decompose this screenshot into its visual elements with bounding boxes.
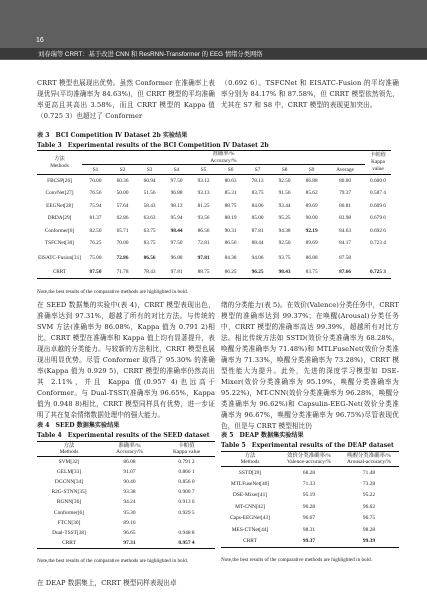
table3-method-cn: 方法: [54, 155, 65, 162]
table3-value-cell: 60.36: [116, 178, 129, 184]
paragraph-text: CRRT 模型也展现出优势。虽然 Conformer 在准确率上表现优异(平均准确率为 84.63%)，但 CRRT 模型的平均准确率更高且其高出 3.58%，而且 CRRT 模型的 Kappa 值（0.725 3）也超过了 Conformer: [37, 79, 215, 120]
table3-kappa-cell: 0.679 6: [370, 215, 386, 222]
left-paragraph-bottom: [37, 578, 215, 589]
table3-value-cell: 60.94: [143, 178, 156, 184]
table3-value-cell: 75.94: [89, 202, 102, 209]
left-paragraph-mid: [37, 300, 215, 421]
table3-value-cell: 80.81: [339, 202, 352, 209]
table3-value-cell: 86.56: [224, 240, 237, 247]
table4-kappa-en: Kappa value: [172, 449, 201, 455]
table3-value-cell: 93.13: [197, 190, 210, 197]
table4-kappa-cell: 0.929 5: [178, 509, 195, 516]
running-title-bar: [0, 48, 427, 59]
page-number: 16: [36, 37, 44, 44]
table3-value-cell: 95.25: [278, 215, 291, 222]
table5-method-cell: MT-CNN[42]: [235, 503, 265, 510]
table3-value-cell: 88.75: [224, 202, 237, 209]
table4-method-cn: 方法: [63, 442, 75, 449]
table3-value-cell: 76.25: [89, 240, 102, 247]
table3-value-cell: 82.50: [89, 227, 102, 234]
table4-caption-cn: 表 4 SEED 数据集实验结果: [37, 422, 120, 429]
table3-value-cell: 89.69: [305, 202, 318, 209]
table3-column-header: S3: [136, 165, 163, 175]
table-row: [37, 477, 215, 487]
table3-kappa-cell: 0.692 6: [370, 227, 386, 234]
table-row: [37, 212, 391, 225]
table4-kappa-cell: 0.913 6: [178, 499, 195, 506]
table5-method-cell: CRRT: [243, 538, 257, 544]
right-paragraph-top: [221, 78, 399, 111]
table3-value-cell: 70.00: [116, 240, 129, 247]
table5-aro-cell: 95.22: [362, 492, 376, 499]
table3-value-cell: 94.38: [278, 227, 291, 234]
right-paragraph-mid: [221, 300, 399, 430]
table3-value-cell: 75.00: [89, 254, 102, 261]
table3-kappa-cell: 0.600 0: [370, 178, 386, 184]
table3: [37, 150, 391, 279]
table3-value-cell: 78.43: [143, 268, 156, 275]
table3-value-cell: 71.78: [116, 268, 129, 275]
table3-value-cell: 78.13: [251, 178, 264, 184]
table3-value-cell: 88.75: [197, 268, 210, 275]
table3-value-cell: 90.00: [305, 215, 318, 222]
table4-kappa-cn: 卡帕值: [178, 442, 195, 449]
table5: [221, 451, 399, 548]
table3-value-cell: 63.75: [143, 227, 156, 234]
paragraph-text: （0.692 6）。TSFCNet 和 EISATC-Fusion 的平均准确率分别为 84.17% 和 87.58%，但 CRRT 模型依然领先，尤其在 S7 和 S8 中，CRRT 模型的表现更加突出。: [221, 79, 399, 109]
table3-value-cell: 92.50: [278, 178, 291, 184]
table5-val-cell: 95.19: [302, 492, 316, 499]
table4-acc-cell: 91.07: [123, 468, 136, 475]
table-row: [221, 513, 399, 525]
table3-value-cell: 58.43: [143, 202, 156, 209]
table3-kappa-en: Kappa value: [371, 159, 385, 172]
table4-kappa-cell: 0.948 8: [178, 529, 195, 536]
table4-method-cell: Conformer[6]: [54, 509, 84, 516]
table3-value-cell: 51.56: [143, 190, 156, 197]
table5-aro-cn: 唤醒分类准确率/%: [347, 452, 391, 459]
table4-acc-cell: 86.08: [123, 458, 136, 465]
table3-value-cell: 93.44: [278, 202, 291, 209]
table5-method-cell: SSTD[39]: [238, 469, 262, 476]
table3-value-cell: 96.88: [170, 190, 183, 197]
table-row: [221, 536, 399, 548]
paragraph-text: 绪的分类能力(表 5)。在效价(Valence)分类任务中，CRRT 模型的准确率达到 99.37%；在唤醒(Arousal)分类任务中，CRRT 模型的准确率高达 99.39%，超越所有对比方法。相比传统方法如 SSTD(效价分类准确率为 68.28%，唤醒分类准确率为 71.48%)和 MTLFuseNet(效价分类准确率为 71.33%，唤醒分类准确率为 73.28%)，CRRT 模型性能大为提升。此外，先进的深度学习模型如 DSE-Mixer(效价分类准确率为 95.19%，唤醒分类准确率为 95.22%)，MT-CNN(效价分类准确率为 96.28%，唤醒分类准确率为 96.62%)和 Capsulin-EEG-Net(效价分类准确率为 96.67%，唤醒分类准确率为 96.75%)尽管表现优色，但是与 CRRT 模型相比仍: [221, 301, 399, 430]
table4-method-cell: CRRT: [62, 539, 76, 546]
table4-acc-cell: 95.30: [123, 509, 136, 516]
table3-value-cell: 97.50: [170, 178, 183, 184]
table3-value-cell: 72.86: [116, 254, 129, 261]
table4-method-cell: GELM[33]: [56, 468, 82, 475]
table3-value-cell: 50.00: [116, 190, 129, 197]
table3-method-cell: ConvNet[27]: [45, 190, 74, 197]
table4-acc-cn: 准确率/%: [118, 442, 141, 449]
running-title: 刘春瑞等 CRRT：基于改进 CNN 和 ResRNN-Transformer 的 EEG 情绪分类网络: [38, 51, 263, 58]
table3-value-cell: 84.17: [339, 240, 352, 247]
table-row: [37, 528, 215, 538]
table5-caption-cn: 表 5 DEAP 数据集实验结果: [221, 432, 304, 439]
table3-value-cell: 57.64: [116, 202, 129, 209]
table4-method-cell: FTCN[30]: [57, 519, 81, 526]
table5-val-cell: 96.28: [302, 503, 316, 510]
table4-kappa-cell: 0.791 2: [178, 458, 195, 465]
table3-value-cell: 93.56: [197, 215, 210, 222]
table-row: [221, 524, 399, 536]
paragraph-text: 在 DEAP 数据集上，CRRT 模型同样表现出卓: [37, 579, 177, 587]
table3-value-cell: 86.88: [305, 254, 318, 261]
table3-value-cell: 86.56: [197, 227, 210, 234]
table3-column-header: S8: [271, 165, 298, 175]
table3-value-cell: 85.31: [224, 190, 237, 197]
table-row: [37, 518, 215, 528]
table4-acc-en: Accuracy/%: [116, 449, 143, 455]
table5-method-cell: MES-CTNet[44]: [231, 526, 269, 533]
table-row: [221, 467, 399, 479]
table3-caption-en: Table 3 Experimental results of the BCI Competition Ⅳ Dataset 2b: [37, 142, 269, 149]
table3-value-cell: 92.50: [278, 240, 291, 247]
table3-kappa-cell: 0.723 4: [370, 240, 386, 247]
table3-value-cell: 98.13: [170, 202, 183, 209]
table4-acc-cell: 97.31: [123, 539, 136, 546]
table4-caption-en: Table 4 Experimental results of the SEED dataset: [37, 432, 210, 439]
table-row: [37, 187, 391, 200]
table3-value-cell: 65.71: [116, 227, 129, 234]
table4-acc-cell: 96.65: [123, 529, 136, 536]
table3-method-cell: FBCSP[26]: [47, 178, 72, 184]
table3-method-cell: TSFCNet[30]: [44, 240, 75, 247]
table5-aro-cell: 96.62: [362, 503, 376, 510]
table3-value-cell: 63.63: [143, 215, 156, 222]
table3-method-cell: EISATC-Fusion[31]: [38, 254, 81, 261]
table3-caption-cn: 表 3 BCI Competition Ⅳ Dataset 2b 实验结果: [37, 132, 188, 139]
table4-method-cell: R2G-STNN[35]: [51, 489, 87, 496]
table3-method-cell: CRRT: [52, 268, 67, 275]
table3-value-cell: 83.75: [143, 240, 156, 247]
table3-kappa-cell: 0.725 3: [370, 268, 386, 275]
table5-method-cell: Caps-EEGNet[43]: [230, 515, 270, 522]
table3-value-cell: 92.19: [305, 227, 318, 234]
left-paragraph-top: [37, 78, 215, 122]
table3-value-cell: 81.25: [197, 202, 210, 209]
table3-column-header: S1: [82, 165, 109, 175]
table-row: [37, 487, 215, 497]
table3-method-cell: DRDA[29]: [47, 215, 72, 222]
table-row: [37, 467, 215, 477]
table3-value-cell: 84.63: [339, 227, 352, 234]
table3-acc-cn: 准确率/%: [212, 151, 235, 157]
table3-value-cell: 90.31: [224, 227, 237, 234]
table3-value-cell: 89.69: [305, 240, 318, 247]
table3-value-cell: 83.98: [339, 215, 352, 222]
table-row: [221, 490, 399, 502]
table3-value-cell: 83.75: [305, 268, 318, 275]
table4-method-cell: SVM[32]: [58, 458, 80, 465]
table3-value-cell: 72.81: [197, 240, 210, 247]
table5-val-cell: 96.67: [302, 515, 316, 522]
table3-value-cell: 93.12: [197, 178, 210, 184]
table3-value-cell: 86.25: [224, 268, 237, 275]
table3-value-cell: 85.62: [305, 190, 318, 197]
table5-val-cn: 效价分类准确率/%: [287, 452, 331, 459]
table3-value-cell: 80.00: [339, 178, 352, 184]
table5-val-cell: 71.33: [302, 480, 316, 487]
table4-kappa-cell: 0.900 7: [178, 489, 195, 496]
table-row: [37, 457, 215, 467]
table3-note: Note,the best results of the comparative methods are highlighted in bold.: [37, 289, 188, 295]
table3-column-header: S4: [163, 165, 190, 175]
table3-value-cell: 87.50: [89, 268, 102, 275]
table3-acc-en: Accuracy/%: [210, 157, 237, 164]
table4-method-cell: RGNN[36]: [56, 499, 82, 506]
table-row: [221, 501, 399, 513]
table4-note: Note,the best results of the comparative methods are highlighted in bold.: [37, 558, 188, 564]
table5-aro-cell: 98.28: [362, 526, 376, 533]
table-row: [37, 250, 391, 266]
table3-value-cell: 87.58: [339, 254, 352, 261]
table3-value-cell: 88.19: [224, 215, 237, 222]
table4-acc-cell: 94.24: [123, 499, 136, 506]
table4-acc-cell: 90.40: [123, 478, 136, 485]
table3-value-cell: 79.37: [339, 190, 352, 197]
table3-method-cell: Conformer[6]: [44, 227, 75, 234]
table5-val-en: Valence-accuracy/%: [287, 459, 331, 465]
table3-value-cell: 97.81: [170, 268, 183, 275]
table4-acc-cell: 89.16: [123, 519, 136, 526]
table3-value-cell: 86.56: [143, 254, 156, 261]
table3-value-cell: 97.81: [197, 254, 210, 261]
table3-value-cell: 98.43: [278, 268, 291, 275]
table3-method-cell: EEGNet[28]: [46, 202, 73, 209]
table4-kappa-cell: 0.866 1: [178, 468, 195, 475]
table3-column-header: S9: [298, 165, 325, 175]
table3-column-header: S7: [244, 165, 271, 175]
table3-value-cell: 95.94: [170, 215, 183, 222]
table3-value-cell: 80.63: [224, 178, 237, 184]
table4-kappa-cell: 0.957 4: [178, 539, 195, 546]
table3-value-cell: 87.66: [339, 268, 352, 275]
table3-value-cell: 91.56: [278, 190, 291, 197]
table-row: [37, 175, 391, 188]
table4: [37, 441, 215, 549]
table4-method-cell: Dual-TSST[38]: [52, 529, 86, 536]
table3-value-cell: 88.44: [251, 240, 264, 247]
table3-value-cell: 70.00: [89, 178, 102, 184]
table4-acc-cell: 93.38: [123, 489, 136, 496]
table3-kappa-cell: 0.609 6: [370, 202, 386, 209]
table4-method-cell: DGCNN[34]: [54, 478, 84, 485]
table3-value-cell: 85.00: [251, 215, 264, 222]
table3-value-cell: 62.86: [116, 215, 129, 222]
table5-aro-cell: 96.75: [362, 515, 376, 522]
table4-kappa-cell: [158, 518, 215, 528]
table4-method-en: Methods: [59, 449, 79, 455]
table3-value-cell: 76.56: [89, 190, 102, 197]
table-row: [37, 225, 391, 238]
table3-value-cell: 87.81: [251, 227, 264, 234]
table5-method-cell: DSE-Mixer[41]: [232, 492, 268, 499]
table-row: [37, 507, 215, 517]
table5-caption-en: Table 5 Experimental results of the DEAP dataset: [221, 442, 394, 449]
table5-val-cell: 99.37: [302, 538, 316, 544]
table5-note: Note,the best results of the comparative methods are highlighted in bold.: [221, 557, 372, 563]
table5-method-cell: MTLFuseNet[40]: [230, 480, 270, 487]
table3-value-cell: 97.50: [170, 240, 183, 247]
table5-method-cn: 方法: [244, 452, 256, 459]
table3-method-en: Methods: [50, 162, 69, 169]
table5-aro-cell: 71.48: [362, 469, 376, 476]
table3-value-cell: 84.38: [224, 254, 237, 261]
table3-kappa-cell: 0.587 4: [370, 190, 386, 197]
table3-kappa-cell: [365, 250, 391, 266]
table3-column-header: S5: [190, 165, 217, 175]
table3-value-cell: 84.06: [251, 202, 264, 209]
table-row: [37, 538, 215, 548]
table3-value-cell: 94.06: [251, 254, 264, 261]
table4-kappa-cell: 0.856 0: [178, 478, 195, 485]
table3-kappa-cn: 卡帕值: [370, 152, 386, 158]
table5-method-en: Methods: [240, 459, 260, 465]
table3-column-header: S2: [109, 165, 136, 175]
paragraph-text: 在 SEED 数据集的实验中(表 4)，CRRT 模型表现出色，准确率达到 97.31%，超越了所有的对比方法。与传统的 SVM 方法(准确率为 86.08%，Kappa 值为 0.791 2)相比，CRRT 模型在准确率和 Kappa 值上均有显著提升，表现出卓越的分类能力。与较新的方法相比，CRRT 模型也展现出明显优势。尽管 Conformer 取得了 95.30% 的准确率(Kappa 值为 0.929 5)，CRRT 模型的准确率仍然高出其 2.11%，并且 Kappa 值(0.957 4)也远高于 Conformer。与 Dual-TSST(准确率为 96.65%，Kappa 值为 0.948 8)相比，CRRT 模型同样具有优势，进一步证明了其在复杂情绪数据处理中的强大能力。: [37, 301, 215, 419]
table5-val-cell: 68.28: [302, 469, 316, 476]
table-row: [37, 237, 391, 250]
table5-val-cell: 98.31: [302, 526, 316, 533]
table3-value-cell: 81.37: [89, 215, 102, 222]
table3-value-cell: 96.88: [170, 254, 183, 261]
table3-value-cell: 83.75: [251, 190, 264, 197]
table3-column-header: S6: [217, 165, 244, 175]
table-row: [221, 478, 399, 490]
table3-value-cell: 98.44: [170, 227, 183, 234]
table3-column-header: Average: [325, 165, 365, 175]
table5-aro-cell: 99.39: [362, 538, 376, 544]
table-row: [37, 266, 391, 279]
table-row: [37, 497, 215, 507]
table-row: [37, 200, 391, 213]
table5-aro-en: Arousal-accuracy/%: [347, 459, 391, 465]
table3-value-cell: 86.88: [305, 178, 318, 184]
table5-aro-cell: 73.28: [362, 480, 376, 487]
table3-value-cell: 96.25: [251, 268, 264, 275]
table3-value-cell: 93.75: [278, 254, 291, 261]
